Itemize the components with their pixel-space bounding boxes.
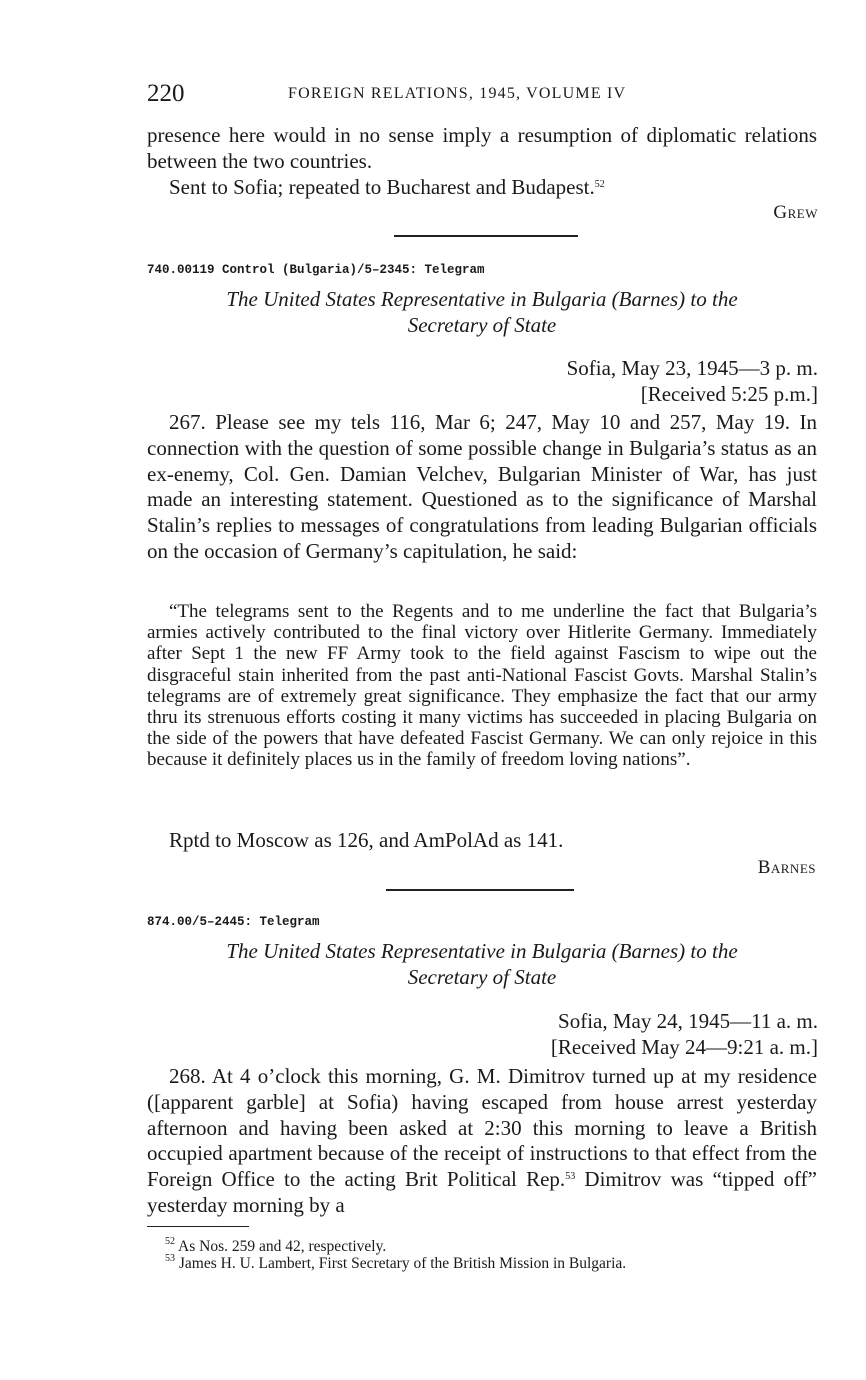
title-line-1: The United States Representative in Bulgaria (Barnes) to the (226, 939, 738, 963)
sent-to-text: Sent to Sofia; repeated to Bucharest and Budapest. (169, 174, 595, 199)
paragraph-text: 268. At 4 o’clock this morning, G. M. Dimitrov turned up at my residence ([apparent garble] at Sofia) having escaped from house arrest yesterday afternoon and having been asked at 2:30 this morning to leave a British occupied apartment because of the receipt of instructions to that effect from the Foreign Office to the acting Brit Political Rep. (147, 1064, 817, 1192)
sent-to-line (147, 175, 817, 201)
telegram-body (147, 410, 817, 565)
received-line: [Received 5:25 p.m.] (640, 382, 818, 406)
velchev-quote: “The telegrams sent to the Regents and to me underline the fact that Bulgaria’s armies actively contributed to the final victory over Hitlerite Germany. Immediately after Sept 1 the new FF Army took to the field against Fascism to wipe out the disgraceful stain inherited from the past anti-National Fascist Govts. Marshal Stalin’s telegrams are of extremely great significance. They emphasize the fact that our army thru its strenuous efforts costing it many victims has succeeded in placing Bulgaria on the side of the powers that have defeated Fascist Germany. We can only rejoice in this because it definitely places us in the family of freedom loving nations”. (147, 601, 817, 771)
telegram-paragraph: 267. Please see my tels 116, Mar 6; 247, May 10 and 257, May 19. In connection with the question of some possible change in Bulgaria’s status as an ex-enemy, Col. Gen. Damian Velchev, Bulgarian Minister of War, has just made an interesting statement. Questioned as to the significance of Marshal Stalin’s replies to messages of congratulations from leading Bulgarian officials on the occasion of Germany’s capitulation, he said: (147, 410, 817, 563)
section-divider (394, 235, 578, 237)
footnote-53 (165, 1252, 627, 1273)
running-title: FOREIGN RELATIONS, 1945, VOLUME IV (288, 85, 627, 102)
footnote-text: James H. U. Lambert, First Secretary of the British Mission in Bulgaria. (178, 1254, 627, 1272)
footnote-text: As Nos. 259 and 42, respectively. (178, 1238, 387, 1255)
paragraph-text-continued: Dimitrov was “tipped off” yesterday morning by a (147, 1167, 817, 1217)
continuation-paragraph: presence here would in no sense imply a resumption of diplomatic relations between the two countries. (147, 123, 817, 173)
file-reference: 740.00119 Control (Bulgaria)/5–2345: Telegram (147, 263, 485, 277)
footnote-mark: 52 (165, 1236, 175, 1247)
dateline-block (551, 1008, 818, 1060)
signature-grew: Grew (773, 202, 818, 223)
dateline: Sofia, May 23, 1945—3 p. m. (566, 356, 818, 380)
title-line-2: Secretary of State (407, 312, 557, 337)
quotation-block (147, 601, 817, 771)
dateline: Sofia, May 24, 1945—11 a. m. (558, 1009, 818, 1033)
footnote-ref-53: 53 (565, 1171, 576, 1183)
section-divider (386, 889, 574, 891)
footnote-52 (165, 1236, 626, 1256)
footnote-mark: 53 (165, 1252, 175, 1264)
footnote-ref-52: 52 (594, 178, 605, 190)
dateline-block (567, 355, 818, 407)
signature-barnes: Barnes (757, 857, 816, 878)
continuation-block (147, 123, 817, 200)
telegram-body (147, 1064, 817, 1219)
repeat-line: Rptd to Moscow as 126, and AmPolAd as 141. (169, 828, 564, 852)
document-title (147, 939, 817, 990)
footnotes (165, 1236, 627, 1272)
file-reference: 874.00/5–2445: Telegram (147, 915, 320, 929)
document-title (147, 287, 817, 338)
title-line-1: The United States Representative in Bulgaria (Barnes) to the (226, 287, 738, 311)
received-line: [Received May 24—9:21 a. m.] (550, 1035, 818, 1059)
telegram-paragraph (147, 1064, 817, 1219)
page-number: 220 (147, 80, 185, 107)
footnote-rule (147, 1226, 249, 1227)
title-line-2: Secretary of State (407, 964, 557, 989)
